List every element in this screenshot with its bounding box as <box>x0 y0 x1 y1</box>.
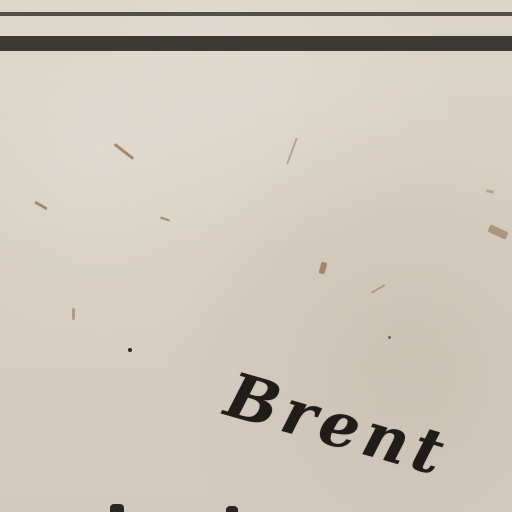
paper-fiber <box>487 224 509 240</box>
paper-fiber <box>486 189 494 193</box>
paper-fiber <box>34 201 48 211</box>
paper-fiber <box>286 138 297 165</box>
top-thick-rule <box>0 36 512 51</box>
paper-fiber <box>160 216 170 221</box>
paper-fiber <box>114 143 135 160</box>
handwritten-text: Brent <box>217 358 458 492</box>
bottom-ink-fragment <box>100 500 250 512</box>
paper-fiber <box>319 261 328 274</box>
paper-fiber <box>72 308 75 320</box>
paper-fiber <box>371 284 386 294</box>
ink-speck <box>128 348 132 352</box>
ink-speck <box>388 336 391 339</box>
top-thin-rule <box>0 12 512 16</box>
